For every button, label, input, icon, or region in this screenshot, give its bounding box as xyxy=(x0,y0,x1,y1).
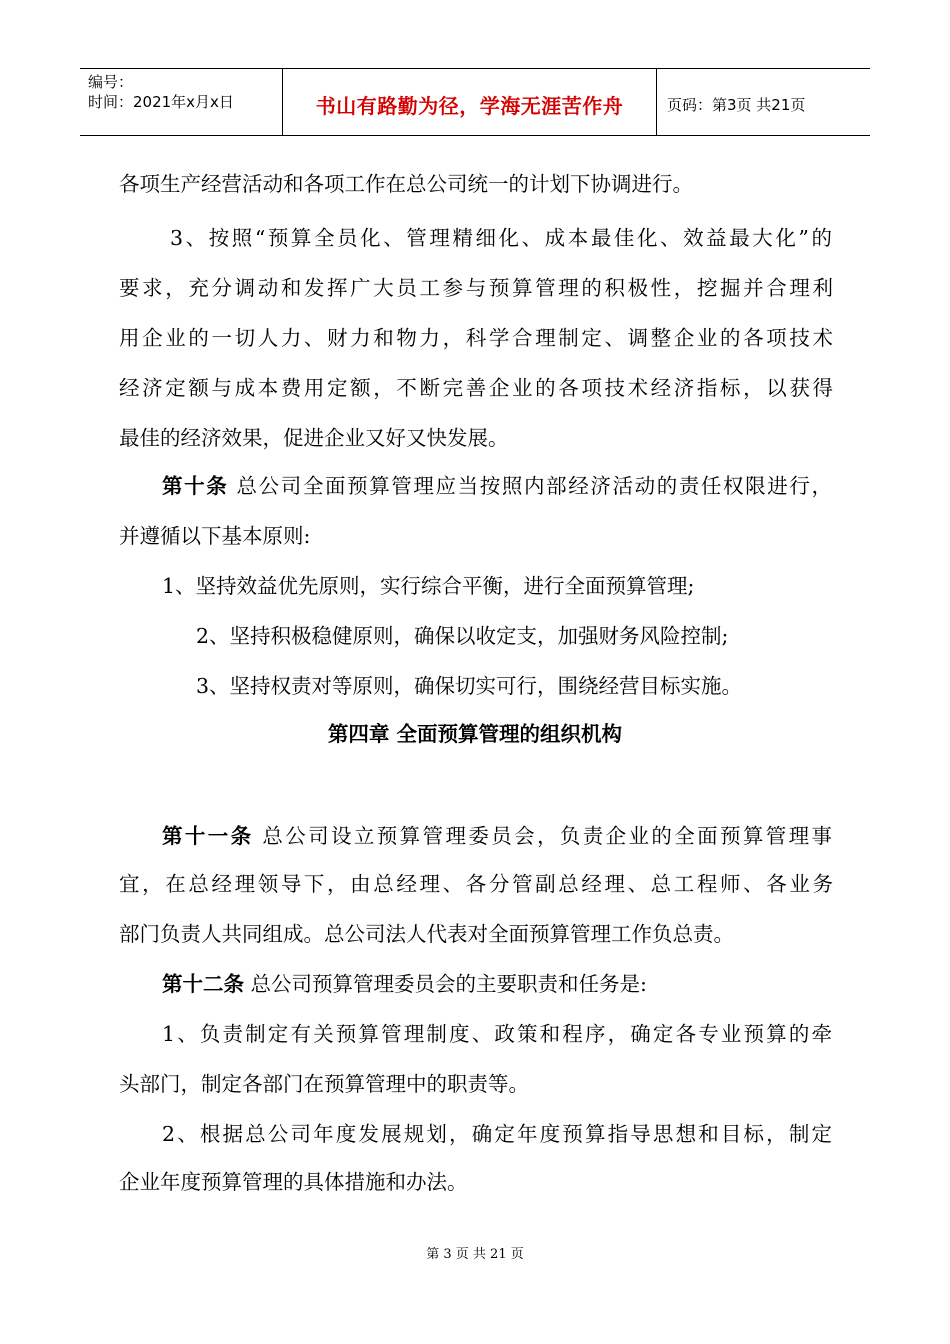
header-page-cell xyxy=(657,69,870,135)
article-11-line xyxy=(162,822,832,850)
page-footer: 第 3 页 共 21 页 xyxy=(426,1247,524,1262)
paragraph-line: 3、按照“预算全员化、管理精细化、成本最佳化、效益最大化”的 xyxy=(170,226,832,250)
header-meta xyxy=(80,69,283,135)
article-11-title: 第十一条 xyxy=(162,824,254,848)
article-10-line xyxy=(162,472,832,500)
page-header xyxy=(80,68,870,136)
paragraph-line: 用企业的一切人力、财力和物力，科学合理制定、调整企业的各项技术 xyxy=(119,326,833,350)
document-time-label: 时间：2021年x月x日 xyxy=(88,93,234,111)
document-number-label: 编号： xyxy=(88,73,134,91)
paragraph-line: 经济定额与成本费用定额，不断完善企业的各项技术经济指标，以获得 xyxy=(119,376,833,400)
paragraph-line: 宜，在总经理领导下，由总经理、各分管副总经理、总工程师、各业务 xyxy=(119,872,833,896)
article-12-title: 第十二条 xyxy=(162,972,244,996)
principle-item: 1、坚持效益优先原则，实行综合平衡，进行全面预算管理; xyxy=(162,574,695,598)
article-10-text: 总公司全面预算管理应当按照内部经济活动的责任权限进行， xyxy=(228,474,833,498)
duty-item: 2、根据总公司年度发展规划，确定年度预算指导思想和目标，制定 xyxy=(162,1122,832,1146)
principle-item: 3、坚持权责对等原则，确保切实可行，围绕经营目标实施。 xyxy=(196,674,743,698)
paragraph-line: 部门负责人共同组成。总公司法人代表对全面预算管理工作负总责。 xyxy=(119,922,734,946)
article-12-text: 总公司预算管理委员会的主要职责和任务是: xyxy=(244,972,647,996)
paragraph-line: 最佳的经济效果，促进企业又好又快发展。 xyxy=(119,426,509,450)
header-motto-cell xyxy=(283,69,657,135)
paragraph-line: 企业年度预算管理的具体措施和办法。 xyxy=(119,1170,468,1194)
paragraph-line: 并遵循以下基本原则: xyxy=(119,524,311,548)
duty-item: 1、负责制定有关预算管理制度、政策和程序，确定各专业预算的牵 xyxy=(162,1022,832,1046)
article-10-title: 第十条 xyxy=(162,474,229,498)
article-12-line xyxy=(162,970,832,998)
header-motto: 书山有路勤为径，学海无涯苦作舟 xyxy=(315,93,624,118)
paragraph-line: 各项生产经营活动和各项工作在总公司统一的计划下协调进行。 xyxy=(119,172,693,196)
chapter-heading: 第四章 全面预算管理的组织机构 xyxy=(327,722,623,746)
paragraph-line: 头部门，制定各部门在预算管理中的职责等。 xyxy=(119,1072,529,1096)
header-page-info: 页码：第3页 共21页 xyxy=(667,95,806,114)
principle-item: 2、坚持积极稳健原则，确保以收定支，加强财务风险控制; xyxy=(196,624,729,648)
paragraph-line: 要求，充分调动和发挥广大员工参与预算管理的积极性，挖掘并合理利 xyxy=(119,276,833,300)
article-11-text: 总公司设立预算管理委员会，负责企业的全面预算管理事 xyxy=(253,824,832,848)
